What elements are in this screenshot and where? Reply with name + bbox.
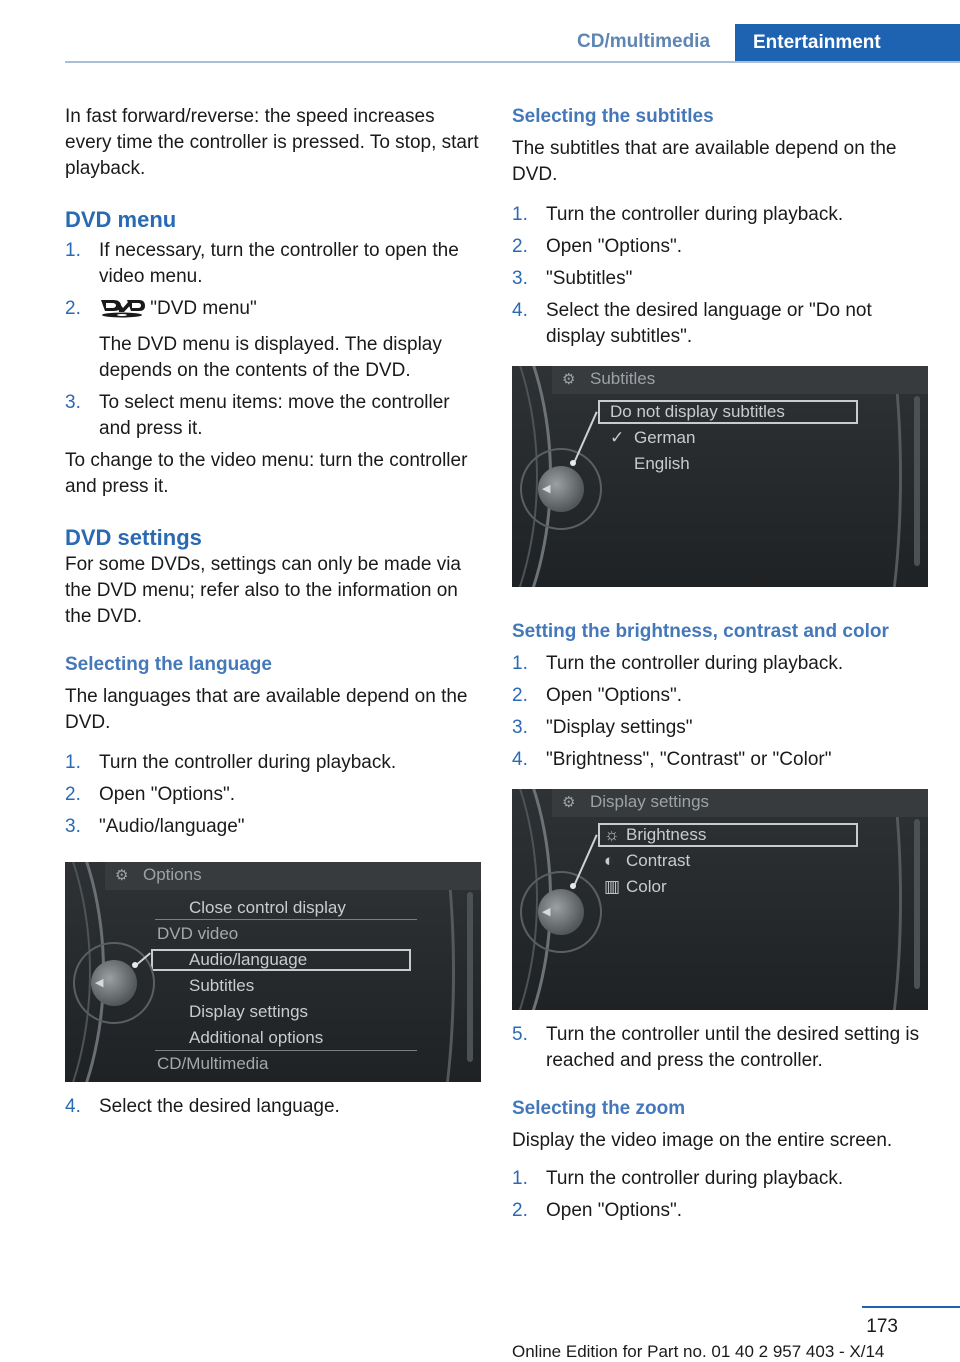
menu-section: DVD video bbox=[157, 924, 239, 943]
contrast-icon: ◐ bbox=[604, 851, 615, 870]
list-text: Open "Options". bbox=[546, 1200, 683, 1221]
paragraph: To change to the video menu: turn the controller and press it. bbox=[65, 450, 468, 497]
heading-brightness: Setting the brightness, contrast and color bbox=[512, 621, 889, 642]
list-item bbox=[65, 814, 481, 840]
list-item bbox=[512, 234, 928, 260]
list-number: 3. bbox=[65, 816, 81, 837]
list-item bbox=[512, 298, 928, 350]
list-number: 5. bbox=[512, 1024, 528, 1045]
list-text: Turn the controller during playback. bbox=[546, 204, 844, 225]
list-text: "Subtitles" bbox=[546, 268, 633, 289]
menu-item: Close control display bbox=[189, 898, 346, 917]
list-text: Select the desired language. bbox=[99, 1096, 340, 1117]
dvd-icon bbox=[99, 298, 145, 326]
subtitles-menu-screenshot bbox=[512, 366, 928, 587]
list-text: Open "Options". bbox=[546, 236, 683, 257]
heading-selecting-subtitles: Selecting the subtitles bbox=[512, 106, 714, 127]
list-item bbox=[512, 1198, 928, 1224]
list-text: "Audio/language" bbox=[99, 816, 245, 837]
list-number: 4. bbox=[512, 749, 528, 770]
list-number: 3. bbox=[512, 717, 528, 738]
options-menu-screenshot bbox=[65, 862, 481, 1082]
list-item bbox=[65, 296, 481, 384]
list-text: Turn the controller until the desired setting is reached and press the controller. bbox=[546, 1024, 920, 1071]
list-item bbox=[512, 747, 928, 773]
left-arrow-icon: ◀ bbox=[542, 483, 551, 495]
options-gear-icon: ⚙ bbox=[115, 867, 129, 884]
list-number: 2. bbox=[65, 298, 81, 319]
list-item bbox=[512, 266, 928, 292]
check-icon: ✓ bbox=[610, 428, 625, 447]
list-item bbox=[512, 1166, 928, 1192]
heading-dvd-menu: DVD menu bbox=[65, 207, 177, 232]
list-item bbox=[512, 1022, 928, 1074]
display-gear-icon: ⚙ bbox=[562, 794, 576, 811]
list-number: 4. bbox=[512, 300, 528, 321]
list-text: Open "Options". bbox=[99, 784, 236, 805]
list-number: 3. bbox=[512, 268, 528, 289]
list-number: 4. bbox=[65, 1096, 81, 1117]
sun-icon: ☼ bbox=[604, 825, 620, 844]
list-number: 2. bbox=[65, 784, 81, 805]
screen-title: Display settings bbox=[590, 792, 710, 811]
left-arrow-icon: ◀ bbox=[542, 906, 551, 918]
right-column bbox=[512, 104, 928, 1224]
list-text: If necessary, turn the controller to open the video menu. bbox=[99, 240, 459, 287]
list-item bbox=[512, 683, 928, 709]
list-text: Open "Options". bbox=[546, 685, 683, 706]
menu-item: Subtitles bbox=[189, 976, 255, 995]
list-number: 2. bbox=[512, 1200, 528, 1221]
list-number: 1. bbox=[512, 204, 528, 225]
screen-title: Options bbox=[143, 865, 202, 884]
color-icon: ▥ bbox=[604, 877, 621, 896]
paragraph: The subtitles that are available depend on the DVD. bbox=[512, 138, 897, 185]
header-rule bbox=[65, 61, 960, 63]
paragraph: For some DVDs, settings can only be made via the DVD menu; refer also to the information on the DVD. bbox=[65, 554, 462, 627]
list-number: 1. bbox=[65, 752, 81, 773]
footer-rule bbox=[862, 1306, 960, 1308]
edition-note: Online Edition for Part no. 01 40 2 957 403 - X/14 bbox=[512, 1342, 885, 1361]
list-item bbox=[512, 202, 928, 228]
display-settings-screenshot bbox=[512, 789, 928, 1010]
list-text: "DVD menu" bbox=[150, 298, 257, 319]
header-section-title: CD/multimedia bbox=[577, 31, 711, 52]
intro-paragraph: In fast forward/reverse: the speed increases every time the controller is pressed. To stop, start playback. bbox=[65, 106, 479, 179]
heading-dvd-settings: DVD settings bbox=[65, 525, 202, 550]
list-text: Turn the controller during playback. bbox=[546, 1168, 844, 1189]
subtitles-gear-icon: ⚙ bbox=[562, 371, 576, 388]
page-number: 173 bbox=[866, 1316, 898, 1337]
menu-item-selected: Do not display subtitles bbox=[610, 402, 785, 421]
menu-item-selected: Brightness bbox=[626, 825, 707, 844]
list-text: "Brightness", "Contrast" or "Color" bbox=[546, 749, 832, 770]
list-item bbox=[65, 782, 481, 808]
list-note: The DVD menu is displayed. The display depends on the contents of the DVD. bbox=[99, 334, 442, 381]
heading-selecting-zoom: Selecting the zoom bbox=[512, 1098, 686, 1119]
list-text: To select menu items: move the controller and press it. bbox=[99, 392, 450, 439]
list-text: Turn the controller during playback. bbox=[99, 752, 397, 773]
list-item bbox=[65, 750, 481, 776]
menu-section: CD/Multimedia bbox=[157, 1054, 269, 1073]
paragraph: Display the video image on the entire screen. bbox=[512, 1130, 893, 1151]
menu-item: Contrast bbox=[626, 851, 691, 870]
menu-item-selected: Audio/language bbox=[189, 950, 308, 969]
menu-item: Color bbox=[626, 877, 667, 896]
list-item bbox=[512, 715, 928, 741]
paragraph: The languages that are available depend on the DVD. bbox=[65, 686, 468, 733]
menu-item: English bbox=[634, 454, 690, 473]
list-number: 1. bbox=[65, 240, 81, 261]
menu-item: Additional options bbox=[189, 1028, 324, 1047]
list-text: Select the desired language or "Do not display subtitles". bbox=[546, 300, 872, 347]
menu-item: Display settings bbox=[189, 1002, 309, 1021]
list-number: 3. bbox=[65, 392, 81, 413]
left-column bbox=[65, 104, 481, 1120]
list-item bbox=[512, 651, 928, 677]
list-item bbox=[65, 1094, 481, 1120]
header-chapter-tab: Entertainment bbox=[735, 24, 960, 61]
list-number: 1. bbox=[512, 1168, 528, 1189]
list-item bbox=[65, 238, 481, 290]
left-arrow-icon: ◀ bbox=[95, 977, 104, 989]
menu-item: German bbox=[634, 428, 696, 447]
screen-title: Subtitles bbox=[590, 369, 656, 388]
list-number: 2. bbox=[512, 236, 528, 257]
list-item bbox=[65, 390, 481, 442]
list-text: "Display settings" bbox=[546, 717, 693, 738]
list-number: 2. bbox=[512, 685, 528, 706]
list-text: Turn the controller during playback. bbox=[546, 653, 844, 674]
heading-selecting-language: Selecting the language bbox=[65, 654, 272, 675]
list-number: 1. bbox=[512, 653, 528, 674]
